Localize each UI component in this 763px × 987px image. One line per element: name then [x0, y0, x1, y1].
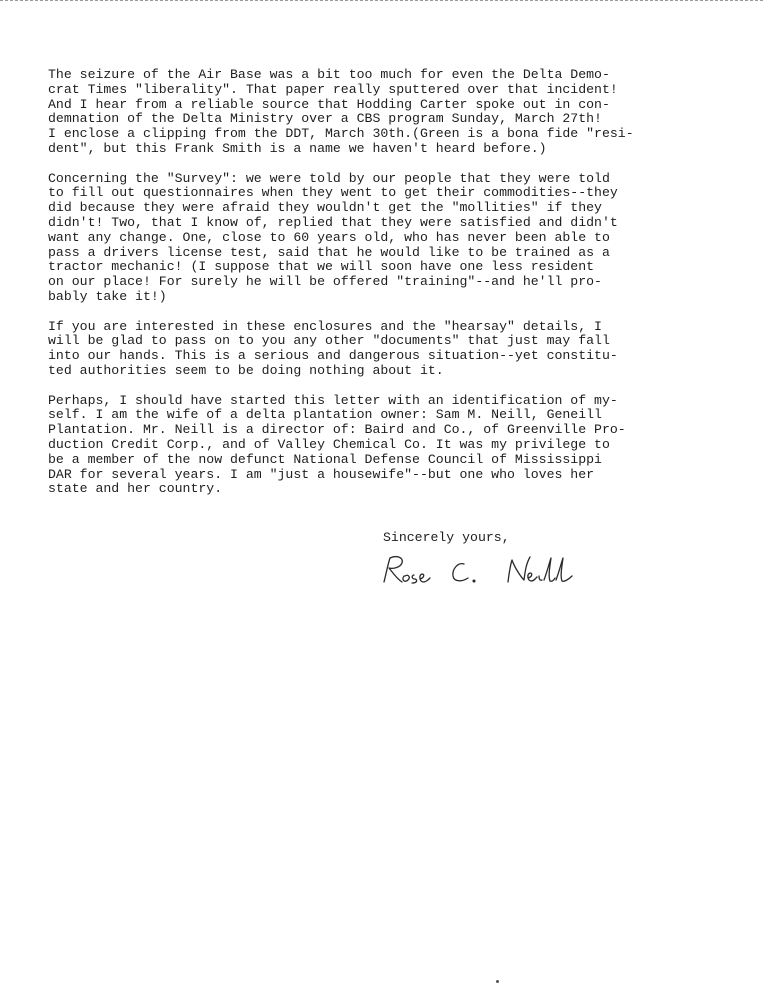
- paragraph-air-base: [48, 68, 728, 157]
- text-line: duction Credit Corp., and of Valley Chemical Co. It was my privilege to: [48, 436, 610, 452]
- letter-body: [48, 68, 728, 512]
- text-line: Plantation. Mr. Neill is a director of: Baird and Co., of Greenville Pro-: [48, 422, 626, 438]
- text-line: Perhaps, I should have started this letter with an identification of my-: [48, 392, 618, 408]
- text-line: self. I am the wife of a delta plantation owner: Sam M. Neill, Geneill: [48, 407, 602, 423]
- text-line: on our place! For surely he will be offered "training"--and he'll pro-: [48, 274, 602, 290]
- text-line: The seizure of the Air Base was a bit too much for even the Delta Demo-: [48, 67, 610, 82]
- page-top-edge: [0, 0, 763, 1]
- paragraph-survey: [48, 172, 728, 305]
- text-line: demnation of the Delta Ministry over a CBS program Sunday, March 27th!: [48, 111, 602, 127]
- text-line: And I hear from a reliable source that Hodding Carter spoke out in con-: [48, 96, 610, 112]
- handwritten-signature: [378, 552, 588, 590]
- text-line: state and her country.: [48, 481, 223, 497]
- text-line: didn't! Two, that I know of, replied that they were satisfied and didn't: [48, 214, 618, 230]
- text-line: ted authorities seem to be doing nothing about it.: [48, 362, 444, 378]
- closing-salutation: Sincerely yours,: [383, 530, 510, 545]
- paragraph-identification: [48, 394, 728, 498]
- text-line: tractor mechanic! (I suppose that we will soon have one less resident: [48, 259, 595, 275]
- text-line: bably take it!): [48, 288, 167, 304]
- text-line: If you are interested in these enclosures and the "hearsay" details, I: [48, 318, 602, 334]
- text-line: I enclose a clipping from the DDT, March 30th.(Green is a bona fide "resi-: [48, 126, 634, 142]
- text-line: did because they were afraid they wouldn't get the "mollities" if they: [48, 200, 602, 216]
- text-line: DAR for several years. I am "just a housewife"--but one who loves her: [48, 466, 595, 482]
- paper-speck: [496, 980, 499, 983]
- text-line: dent", but this Frank Smith is a name we haven't heard before.): [48, 140, 547, 156]
- text-line: to fill out questionnaires when they went to get their commodities--they: [48, 185, 618, 201]
- text-line: pass a drivers license test, said that he would like to be trained as a: [48, 244, 610, 260]
- text-line: want any change. One, close to 60 years old, who has never been able to: [48, 229, 610, 245]
- text-line: into our hands. This is a serious and dangerous situation--yet constitu-: [48, 348, 618, 364]
- text-line: Concerning the "Survey": we were told by our people that they were told: [48, 170, 610, 186]
- text-line: crat Times "liberality". That paper really sputtered over that incident!: [48, 81, 618, 97]
- text-line: be a member of the now defunct National Defense Council of Mississippi: [48, 451, 602, 467]
- text-line: will be glad to pass on to you any other "documents" that just may fall: [48, 333, 610, 349]
- paragraph-enclosures: [48, 320, 728, 379]
